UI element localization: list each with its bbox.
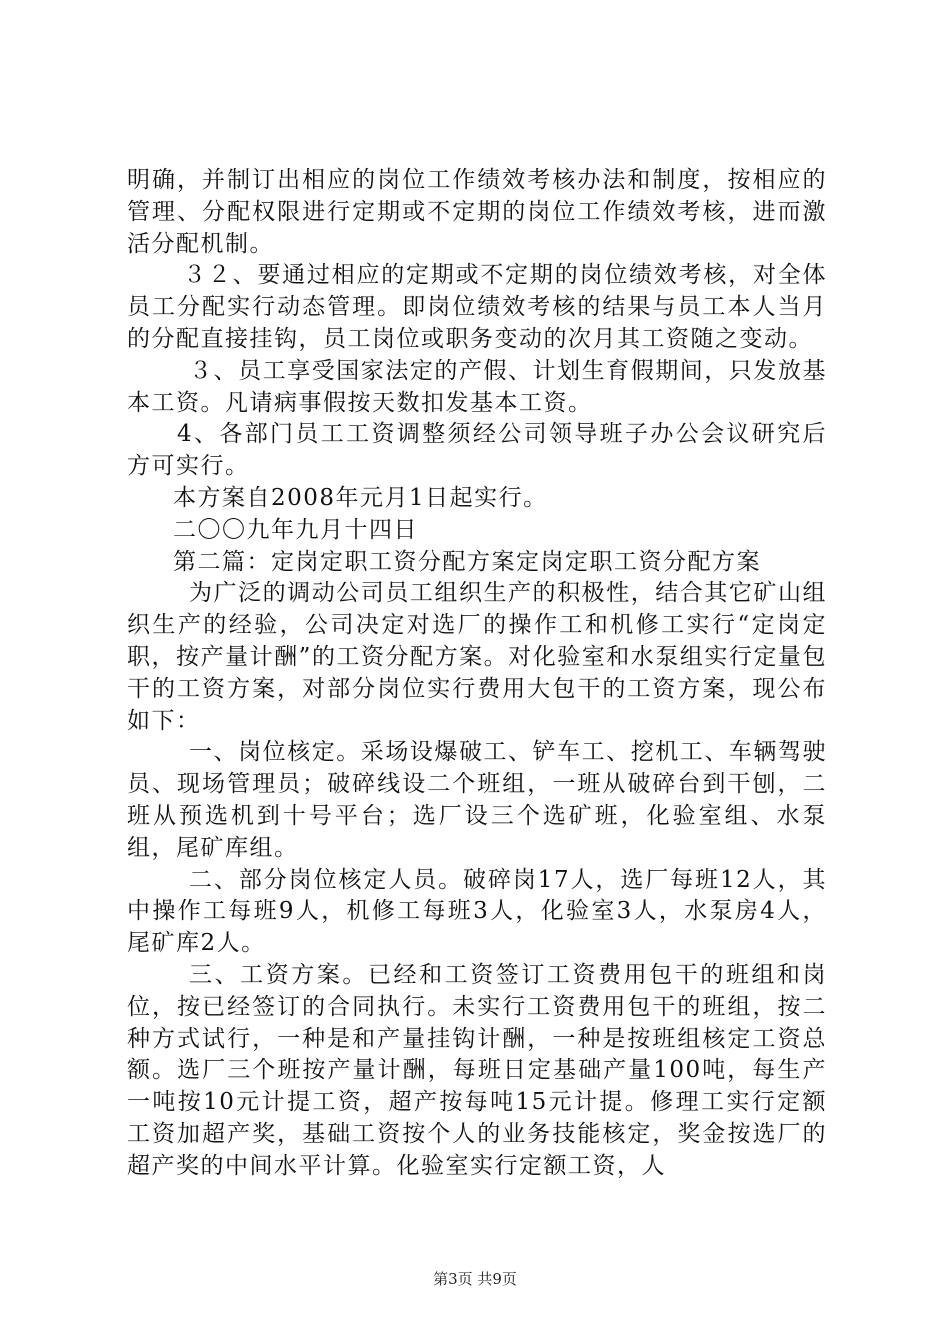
document-body [127, 165, 827, 1183]
paragraph-item-4: 4、各部门员工工资调整须经公司领导班子办公会议研究后方可实行。 [127, 421, 827, 480]
paragraph-post-verification: 一、岗位核定。采场设爆破工、铲车工、挖机工、车辆驾驶员、现场管理员；破碎线设二个班组，一班从破碎台到干刨，二班从预选机到十号平台；选厂设三个选矿班，化验室组、水泵组，尾矿库组。 [127, 739, 827, 861]
effective-date-line: 本方案自2008年元月1日起实行。 [173, 484, 548, 511]
section-heading: 第二篇：定岗定职工资分配方案定岗定职工资分配方案 [173, 548, 761, 575]
paragraph-item-3: ３、员工享受国家法定的产假、计划生育假期间，只发放基本工资。凡请病事假按天数扣发基本工资。 [127, 357, 827, 416]
signature-date-line: 二〇〇九年九月十四日 [173, 516, 418, 543]
paragraph-continuation: 明确，并制订出相应的岗位工作绩效考核办法和制度，按相应的管理、分配权限进行定期或不定期的岗位工作绩效考核，进而激活分配机制。 [127, 167, 827, 257]
page-number-footer: 第3页 共9页 [433, 1270, 517, 1288]
paragraph-staffing: 二、部分岗位核定人员。破碎岗17人，选厂每班12人，其中操作工每班9人，机修工每班3人，化验室3人，水泵房4人，尾矿库2人。 [127, 866, 827, 957]
paragraph-intro: 为广泛的调动公司员工组织生产的积极性，结合其它矿山组织生产的经验，公司决定对选厂的操作工和机修工实行“定岗定职，按产量计酬”的工资分配方案。对化验室和水泵组实行定量包干的工资方案，对部分岗位实行费用大包干的工资方案，现公布如下： [127, 580, 827, 734]
paragraph-item-32: ３２、要通过相应的定期或不定期的岗位绩效考核，对全体员工分配实行动态管理。即岗位绩效考核的结果与员工本人当月的分配直接挂钩，员工岗位或职务变动的次月其工资随之变动。 [127, 262, 827, 352]
paragraph-wage-plan: 三、工资方案。已经和工资签订工资费用包干的班组和岗位，按已经签订的合同执行。未实行工资费用包干的班组，按二种方式试行，一种是和产量挂钩计酬，一种是按班组核定工资总额。选厂三个班按产量计酬，每班日定基础产量100吨，每生产一吨按10元计提工资，超产按每吨15元计提。修理工实行定额工资加超产奖，基础工资按个人的业务技能核定，奖金按选厂的超产奖的中间水平计算。化验室实行定额工资，人 [127, 961, 827, 1179]
